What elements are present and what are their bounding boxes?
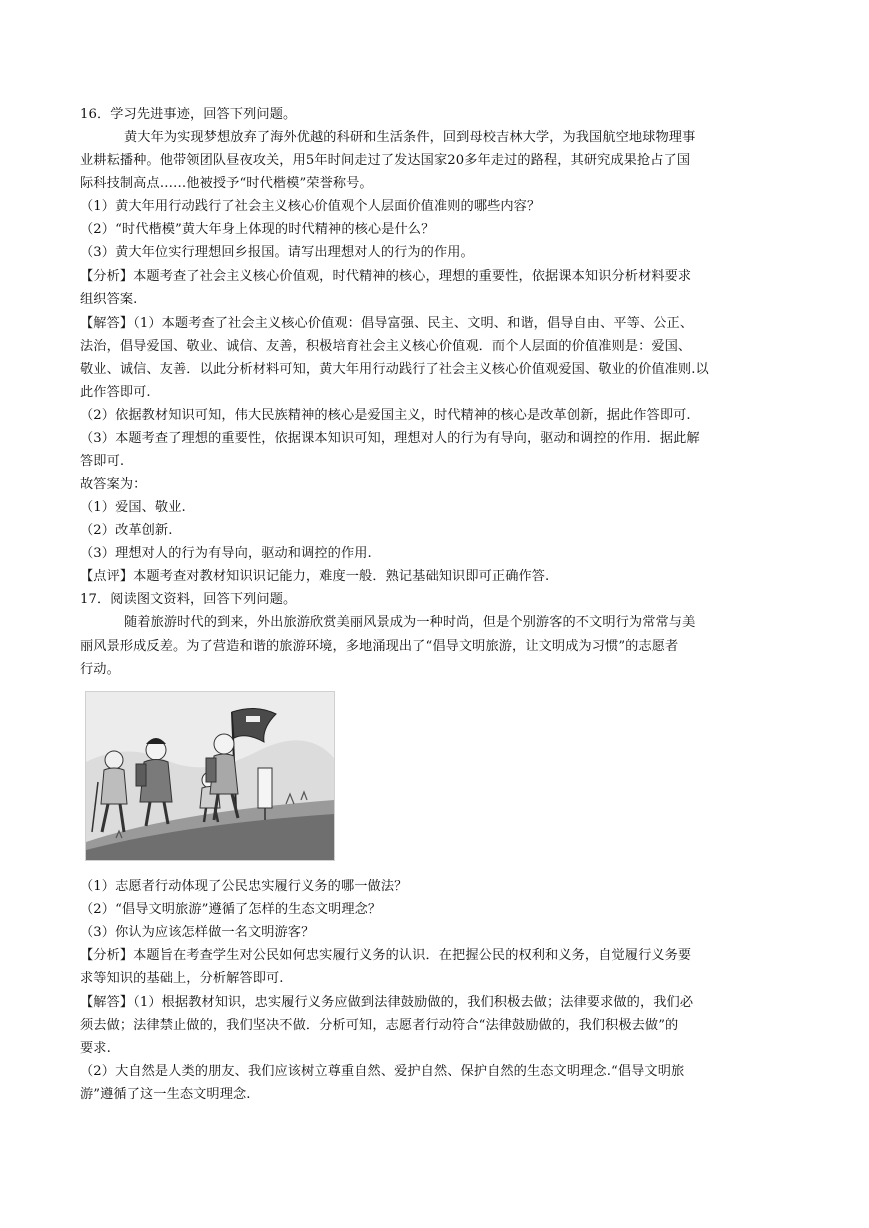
q17-answer: 【解答】（1）根据教材知识，忠实履行义务应做到法律鼓励做的，我们积极去做；法律要求做的，我们必 [80,995,694,1010]
q17-question-3: （3）你认为应该怎样做一名文明游客？ [80,925,315,940]
q16-title: 16．学习先进事迹，回答下列问题。 [80,107,297,122]
q17-material-line: 丽风景形成反差。为了营造和谐的旅游环境，多地涌现出了“倡导文明旅游，让文明成为习惯”的志愿者 [80,639,679,654]
q17-question-2: （2）“倡导文明旅游”遵循了怎样的生态文明理念？ [80,902,382,917]
q16-material-line: 业耕耘播种。他带领团队昼夜攻关，用5年时间走过了发达国家20多年走过的路程，其研究成果抢占了国 [80,153,691,168]
q17-analysis: 求等知识的基础上，分析解答即可. [80,971,284,986]
q16-material-line: 黄大年为实现梦想放弃了海外优越的科研和生活条件，回到母校吉林大学，为我国航空地球物理事 [124,130,696,145]
q16-question-2: （2）“时代楷模”黄大年身上体现的时代精神的核心是什么？ [80,222,435,237]
q16-final-answer-2: （2）改革创新. [80,523,173,538]
q16-question-3: （3）黄大年位实行理想回乡报国。请写出理想对人的行为的作用。 [80,245,474,260]
q17-answer: （2）大自然是人类的朋友、我们应该树立尊重自然、爱护自然、保护自然的生态文明理念.“倡导文明旅 [80,1064,685,1079]
q16-analysis: 组织答案. [80,292,138,307]
q17-title: 17．阅读图文资料，回答下列问题。 [80,592,297,607]
q17-question-1: （1）志愿者行动体现了公民忠实履行义务的哪一做法？ [80,879,408,894]
q16-final-answer-heading: 故答案为： [80,477,147,492]
volunteer-hiking-illustration [85,691,335,861]
q16-final-answer-1: （1）爱国、敬业. [80,500,186,515]
q17-material-line: 随着旅游时代的到来，外出旅游欣赏美丽风景成为一种时尚，但是个别游客的不文明行为常常与美 [124,615,696,630]
q16-answer: 答即可. [80,454,125,469]
q16-material-line: 际科技制高点……他被授予“时代楷模”荣誉称号。 [80,176,373,191]
q16-question-1: （1）黄大年用行动践行了社会主义核心价值观个人层面价值准则的哪些内容？ [80,199,541,214]
q17-material-line: 行动。 [80,662,120,677]
q16-final-answer-3: （3）理想对人的行为有导向，驱动和调控的作用. [80,546,372,561]
q16-answer: 此作答即可. [80,385,151,400]
q17-answer: 要求. [80,1041,111,1056]
q16-answer: 法治，倡导爱国、敬业、诚信、友善，积极培育社会主义核心价值观．而个人层面的价值准则是：爱国、 [80,339,692,354]
q17-answer: 游”遵循了这一生态文明理念. [80,1087,251,1102]
q16-answer: 敬业、诚信、友善．以此分析材料可知，黄大年用行动践行了社会主义核心价值观爱国、敬业的价值准则.以 [80,362,709,377]
q16-analysis: 【分析】本题考查了社会主义核心价值观，时代精神的核心，理想的重要性，依据课本知识分析材料要求 [80,269,692,284]
q16-comment: 【点评】本题考查对教材知识识记能力，难度一般．熟记基础知识即可正确作答. [80,569,550,584]
q16-answer: （2）依据教材知识可知，伟大民族精神的核心是爱国主义，时代精神的核心是改革创新，据此作答即可. [80,408,691,423]
q17-answer: 须去做；法律禁止做的，我们坚决不做．分析可知，志愿者行动符合“法律鼓励做的，我们积极去做”的 [80,1018,679,1033]
q16-answer: 【解答】（1）本题考查了社会主义核心价值观：倡导富强、民主、文明、和谐，倡导自由、平等、公正、 [80,316,694,331]
q17-analysis: 【分析】本题旨在考查学生对公民如何忠实履行义务的认识．在把握公民的权利和义务，自觉履行义务要 [80,948,692,963]
q16-answer: （3）本题考查了理想的重要性，依据课本知识可知，理想对人的行为有导向，驱动和调控的作用．据此解 [80,431,700,446]
